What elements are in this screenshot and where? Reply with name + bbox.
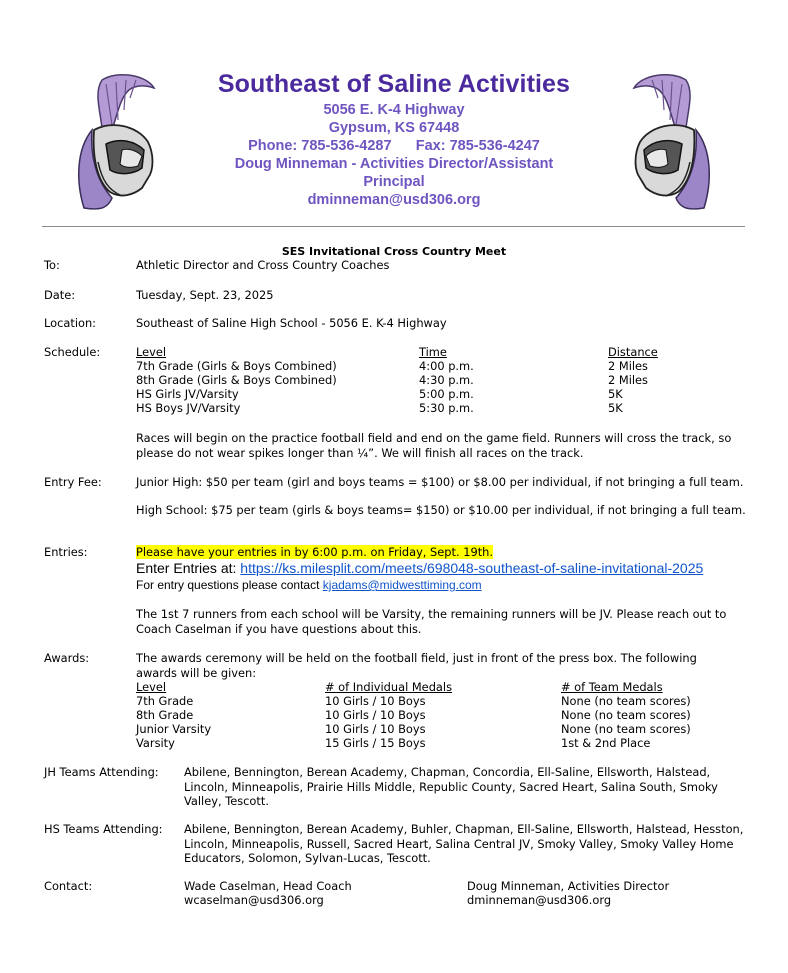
- schedule-note: Races will begin on the practice football field and end on the game field. Runners will cross the track, so please do not wear spikes longer than ¼”. We will finish all races on the track.: [136, 431, 732, 460]
- awards-header-team: # of Team Medals: [561, 680, 663, 694]
- contact-person2-name: Doug Minneman, Activities Director: [467, 879, 670, 893]
- awards-row-individual: 10 Girls / 10 Boys: [325, 708, 426, 722]
- entry-contact-email-link[interactable]: kjadams@midwesttiming.com: [322, 578, 482, 592]
- schedule-row-time: 5:00 p.m.: [419, 387, 474, 401]
- deadline-highlight: Please have your entries in by 6:00 p.m. on Friday, Sept. 19th.: [136, 545, 494, 559]
- awards-row-individual: 15 Girls / 15 Boys: [325, 736, 426, 750]
- enter-entries-line: [136, 560, 703, 576]
- phone: Phone: 785-536-4287: [248, 138, 392, 154]
- milesplit-link[interactable]: https://ks.milesplit.com/meets/698048-southeast-of-saline-invitational-2025: [240, 560, 704, 576]
- awards-header-individual: # of Individual Medals: [325, 680, 453, 694]
- header-divider: [42, 226, 745, 227]
- awards-row-team: 1st & 2nd Place: [561, 736, 651, 750]
- awards-row-level: Junior Varsity: [136, 722, 212, 736]
- schedule-row-time: 4:30 p.m.: [419, 373, 474, 387]
- awards-row-level: 8th Grade: [136, 708, 194, 722]
- schedule-row-distance: 2 Miles: [608, 373, 648, 387]
- schedule-row-time: 4:00 p.m.: [419, 359, 474, 373]
- enter-entries-prefix: Enter Entries at:: [136, 560, 241, 576]
- to-label: To:: [44, 258, 60, 272]
- awards-row-team: None (no team scores): [561, 722, 691, 736]
- date-value: Tuesday, Sept. 23, 2025: [136, 288, 274, 302]
- awards-intro: The awards ceremony will be held on the football field, just in front of the press box. The following awards will be given:: [136, 651, 697, 680]
- meet-title: SES Invitational Cross Country Meet: [281, 245, 507, 258]
- org-title: Southeast of Saline Activities: [217, 70, 571, 98]
- awards-row-individual: 10 Girls / 10 Boys: [325, 722, 426, 736]
- entries-label: Entries:: [44, 545, 88, 559]
- entries-deadline: [136, 545, 493, 560]
- schedule-row-level: HS Girls JV/Varsity: [136, 387, 239, 401]
- contact-label: Contact:: [44, 879, 93, 893]
- jh-teams-label: JH Teams Attending:: [44, 765, 159, 779]
- schedule-header-distance: Distance: [608, 345, 658, 359]
- schedule-row-distance: 2 Miles: [608, 359, 648, 373]
- entry-questions-prefix: For entry questions please contact: [136, 578, 323, 592]
- address-line-2: Gypsum, KS 67448: [328, 120, 460, 136]
- phone-fax-line: [150, 137, 638, 155]
- schedule-row-level: 8th Grade (Girls & Boys Combined): [136, 373, 337, 387]
- entry-fee-label: Entry Fee:: [44, 475, 102, 489]
- awards-header-level: Level: [136, 680, 167, 694]
- awards-row-level: 7th Grade: [136, 694, 194, 708]
- awards-row-individual: 10 Girls / 10 Boys: [325, 694, 426, 708]
- entry-questions-line: [136, 578, 482, 592]
- awards-row-team: None (no team scores): [561, 708, 691, 722]
- header-email: dminneman@usd306.org: [307, 192, 481, 208]
- contact-person1-email: wcaselman@usd306.org: [184, 893, 324, 907]
- trojan-helmet-right-icon: [630, 70, 716, 215]
- date-label: Date:: [44, 288, 76, 302]
- jh-teams-value: Abilene, Bennington, Berean Academy, Chapman, Concordia, Ell-Saline, Ellsworth, Halstead, Lincoln, Minneapolis, Prairie Hills Middle, Republic County, Sacred Heart, Salina South, Smoky Valley, Tescott.: [184, 765, 718, 808]
- entry-fee-junior-high: Junior High: $50 per team (girl and boys teams = $100) or $8.00 per individual, if not bringing a full team.: [136, 475, 744, 489]
- location-label: Location:: [44, 316, 97, 330]
- schedule-row-distance: 5K: [608, 387, 623, 401]
- trojan-helmet-left-icon: [72, 70, 158, 215]
- entry-fee-high-school: High School: $75 per team (girls & boys teams= $150) or $10.00 per individual, if not bringing a full team.: [136, 503, 746, 517]
- awards-label: Awards:: [44, 651, 90, 665]
- contact-person1-name: Wade Caselman, Head Coach: [184, 879, 352, 893]
- awards-row-team: None (no team scores): [561, 694, 691, 708]
- schedule-row-level: 7th Grade (Girls & Boys Combined): [136, 359, 337, 373]
- awards-row-level: Varsity: [136, 736, 175, 750]
- fax: Fax: 785-536-4247: [415, 138, 540, 154]
- schedule-row-time: 5:30 p.m.: [419, 401, 474, 415]
- varsity-note: The 1st 7 runners from each school will be Varsity, the remaining runners will be JV. Please reach out to Coach Caselman if you have questions about this.: [136, 607, 727, 636]
- director-line-1: Doug Minneman - Activities Director/Assistant: [234, 156, 554, 172]
- schedule-header-level: Level: [136, 345, 167, 359]
- schedule-header-time: Time: [419, 345, 447, 359]
- schedule-row-level: HS Boys JV/Varsity: [136, 401, 241, 415]
- hs-teams-label: HS Teams Attending:: [44, 822, 163, 836]
- location-value: Southeast of Saline High School - 5056 E. K-4 Highway: [136, 316, 447, 330]
- hs-teams-value: Abilene, Bennington, Berean Academy, Buhler, Chapman, Ell-Saline, Ellsworth, Halstead, Hesston, Lincoln, Minneapolis, Russell, Sacred Heart, Salina Central JV, Smoky Valley, Smoky Valley Home Educators, Solomon, Sylvan-Lucas, Tescott.: [184, 822, 744, 865]
- to-value: Athletic Director and Cross Country Coaches: [136, 258, 390, 272]
- schedule-row-distance: 5K: [608, 401, 623, 415]
- contact-person2-email: dminneman@usd306.org: [467, 893, 612, 907]
- address-line-1: 5056 E. K-4 Highway: [323, 102, 465, 118]
- schedule-label: Schedule:: [44, 345, 101, 359]
- director-line-2: Principal: [363, 174, 425, 190]
